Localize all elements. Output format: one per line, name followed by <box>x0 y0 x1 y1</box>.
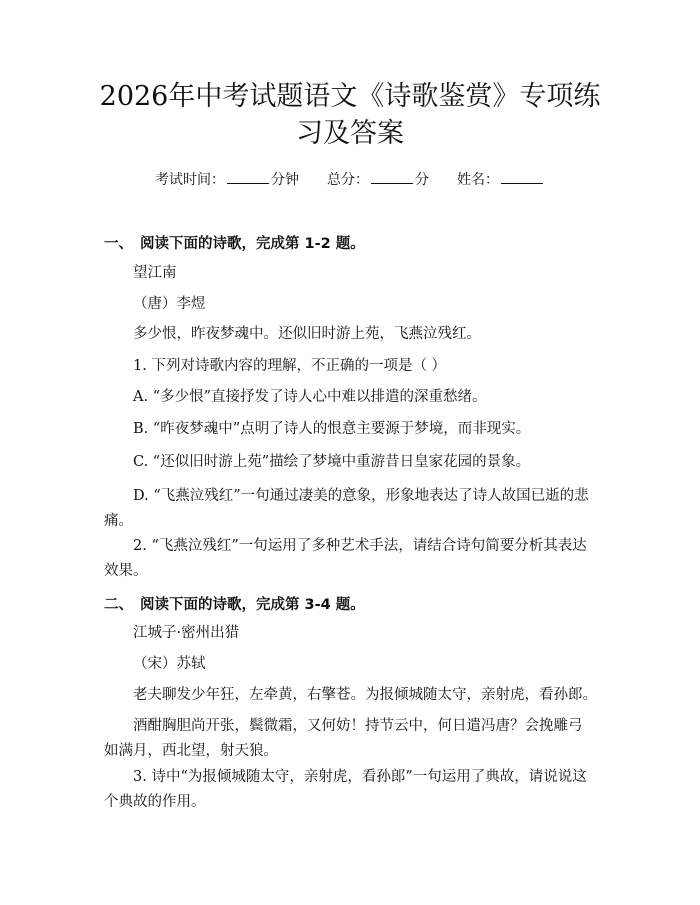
poem-title: 望江南 <box>133 265 177 281</box>
section-number: 一、 <box>104 236 133 252</box>
section-heading <box>104 232 365 253</box>
exam-info-line <box>0 169 700 189</box>
section-instruction: 阅读下面的诗歌，完成第 3-4 题。 <box>140 597 365 613</box>
poem-line: 酒酣胸胆尚开张，鬓微霜，又何妨！持节云中，何日遣冯唐？会挽雕弓如满月，西北望，射天狼。 <box>104 718 583 759</box>
option-c[interactable]: C. “还似旧时游上苑”描绘了梦境中重游昔日皇家花园的景象。 <box>133 454 531 470</box>
poem-line: 老夫聊发少年狂，左牵黄，右擎苍。为报倾城随太守，亲射虎，看孙郎。 <box>133 687 597 703</box>
poem-title: 江城子·密州出猎 <box>133 625 240 641</box>
option-b[interactable]: B. “昨夜梦魂中”点明了诗人的恨意主要源于梦境，而非现实。 <box>133 421 531 437</box>
question-stem: 1. 下列对诗歌内容的理解，不正确的一项是（ ） <box>133 358 447 374</box>
name-label: 姓名： <box>457 172 499 188</box>
poem-author: （宋）苏轼 <box>133 656 206 672</box>
question-stem: 3. 诗中“为报倾城随太守，亲射虎，看孙郎”一句运用了典故，请说说这个典故的作用。 <box>104 769 587 810</box>
poem-line: 多少恨，昨夜梦魂中。还似旧时游上苑，飞燕泣残红。 <box>133 326 481 342</box>
time-unit: 分钟 <box>271 172 299 188</box>
option-a[interactable]: A. “多少恨”直接抒发了诗人心中难以排遣的深重愁绪。 <box>133 389 487 405</box>
question-stem: 2. “飞燕泣残红”一句运用了多种艺术手法，请结合诗句简要分析其表达效果。 <box>104 538 587 579</box>
poem-author: （唐）李煜 <box>133 296 206 312</box>
name-blank[interactable] <box>501 171 543 184</box>
score-label: 总分： <box>327 172 369 188</box>
document-title: 2026年中考试题语文《诗歌鉴赏》专项练习及答案 <box>99 81 601 149</box>
section-number: 二、 <box>104 597 133 613</box>
section-heading <box>104 593 365 614</box>
score-unit: 分 <box>415 172 429 188</box>
section-instruction: 阅读下面的诗歌，完成第 1-2 题。 <box>140 236 365 252</box>
score-blank[interactable] <box>371 171 413 184</box>
option-d[interactable]: D. “飞燕泣残红”一句通过凄美的意象，形象地表达了诗人故国已逝的悲痛。 <box>104 488 589 529</box>
time-blank[interactable] <box>227 171 269 184</box>
time-label: 考试时间： <box>155 172 225 188</box>
